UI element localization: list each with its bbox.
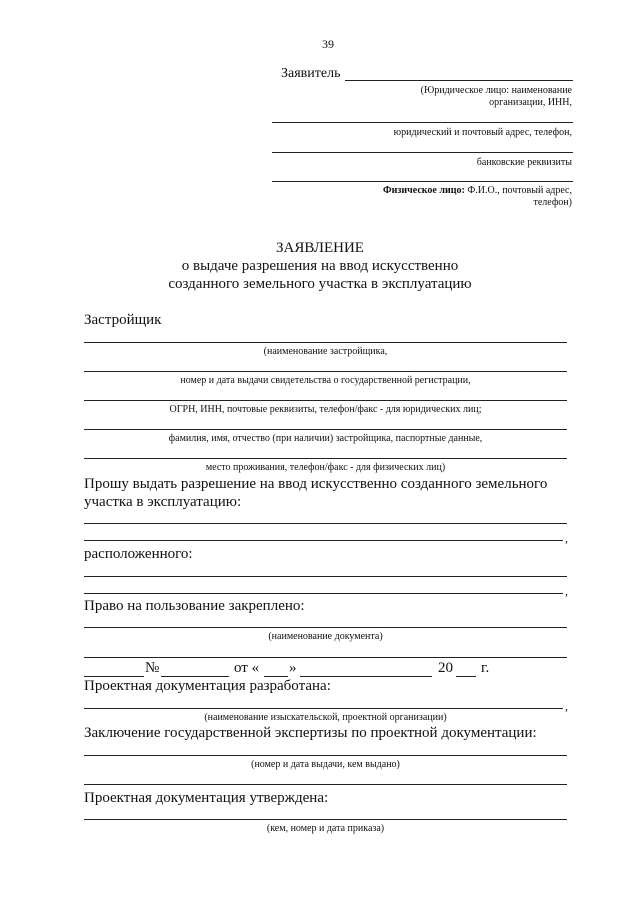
approved-label: Проектная документация утверждена: — [84, 790, 329, 806]
document-subtitle-1: о выдаче разрешения на ввод искусственно — [181, 258, 459, 274]
applicant-line-3[interactable] — [272, 152, 573, 153]
applicant-bank-hint: банковские реквизиты — [476, 157, 572, 168]
developer-line-3[interactable] — [84, 400, 567, 401]
request-line-2: участка в эксплуатацию: — [84, 494, 242, 510]
document-title: ЗАЯВЛЕНИЕ — [276, 240, 364, 256]
developer-line-5[interactable] — [84, 458, 567, 459]
located-comma: , — [565, 584, 568, 598]
year-suffix: г. — [481, 660, 490, 676]
right-of-use-line[interactable] — [84, 627, 567, 628]
design-docs-comma: , — [565, 699, 568, 713]
developer-hint-5: место проживания, телефон/факс - для физических лиц) — [205, 462, 446, 473]
doc-month-field[interactable] — [300, 676, 432, 677]
request-line-1: Прошу выдать разрешение на ввод искусственно созданного земельного — [84, 476, 548, 492]
right-of-use-label: Право на пользование закреплено: — [84, 598, 305, 614]
doc-year-field[interactable] — [456, 676, 476, 677]
right-of-use-line-2[interactable] — [84, 657, 567, 658]
approved-line[interactable] — [84, 819, 567, 820]
located-label: расположенного: — [84, 546, 193, 562]
page-number: 39 — [322, 37, 334, 51]
request-line-field-2[interactable] — [84, 540, 563, 541]
approved-hint: (кем, номер и дата приказа) — [266, 823, 385, 834]
individual-label: Физическое лицо: — [383, 185, 465, 196]
applicant-address-hint: юридический и почтовый адрес, телефон, — [393, 127, 572, 138]
date-from-label: от « — [234, 660, 260, 676]
applicant-label: Заявитель — [281, 66, 341, 81]
located-line-2[interactable] — [84, 593, 563, 594]
developer-hint-1: (наименование застройщика, — [263, 346, 388, 357]
developer-hint-3: ОГРН, ИНН, почтовые реквизиты, телефон/факс - для юридических лиц; — [169, 404, 482, 415]
developer-line-4[interactable] — [84, 429, 567, 430]
doc-day-field[interactable] — [264, 676, 288, 677]
design-docs-hint: (наименование изыскательской, проектной организации) — [204, 712, 447, 723]
applicant-individual-hint-2: телефон) — [533, 197, 572, 208]
expertise-line[interactable] — [84, 755, 567, 756]
developer-hint-4: фамилия, имя, отчество (при наличии) застройщика, паспортные данные, — [168, 433, 483, 444]
developer-label: Застройщик — [84, 312, 162, 328]
number-sign: № — [145, 660, 160, 676]
expertise-hint: (номер и дата выдачи, кем выдано) — [251, 759, 400, 770]
request-comma: , — [565, 531, 568, 545]
applicant-hint-2: организации, ИНН, — [489, 97, 572, 108]
document-subtitle-2: созданного земельного участка в эксплуатацию — [168, 276, 472, 292]
expertise-line-2[interactable] — [84, 784, 567, 785]
right-of-use-hint: (наименование документа) — [268, 631, 383, 642]
developer-hint-2: номер и дата выдачи свидетельства о государственной регистрации, — [180, 375, 471, 386]
developer-line-2[interactable] — [84, 371, 567, 372]
located-line-1[interactable] — [84, 576, 567, 577]
applicant-line-4[interactable] — [272, 181, 573, 182]
year-prefix: 20 — [438, 660, 453, 676]
applicant-line[interactable] — [345, 80, 573, 81]
expertise-label: Заключение государственной экспертизы по проектной документации: — [84, 725, 537, 741]
developer-line-1[interactable] — [84, 342, 567, 343]
applicant-individual-hint — [383, 185, 572, 196]
applicant-line-2[interactable] — [272, 122, 573, 123]
doc-prefix-field[interactable] — [84, 676, 144, 677]
doc-number-field[interactable] — [161, 676, 229, 677]
design-docs-label: Проектная документация разработана: — [84, 678, 331, 694]
individual-hint: Ф.И.О., почтовый адрес, — [467, 185, 572, 196]
request-line-field-1[interactable] — [84, 523, 567, 524]
date-close-quote: » — [289, 660, 297, 676]
applicant-hint-1: (Юридическое лицо: наименование — [420, 85, 572, 96]
design-docs-line[interactable] — [84, 708, 563, 709]
